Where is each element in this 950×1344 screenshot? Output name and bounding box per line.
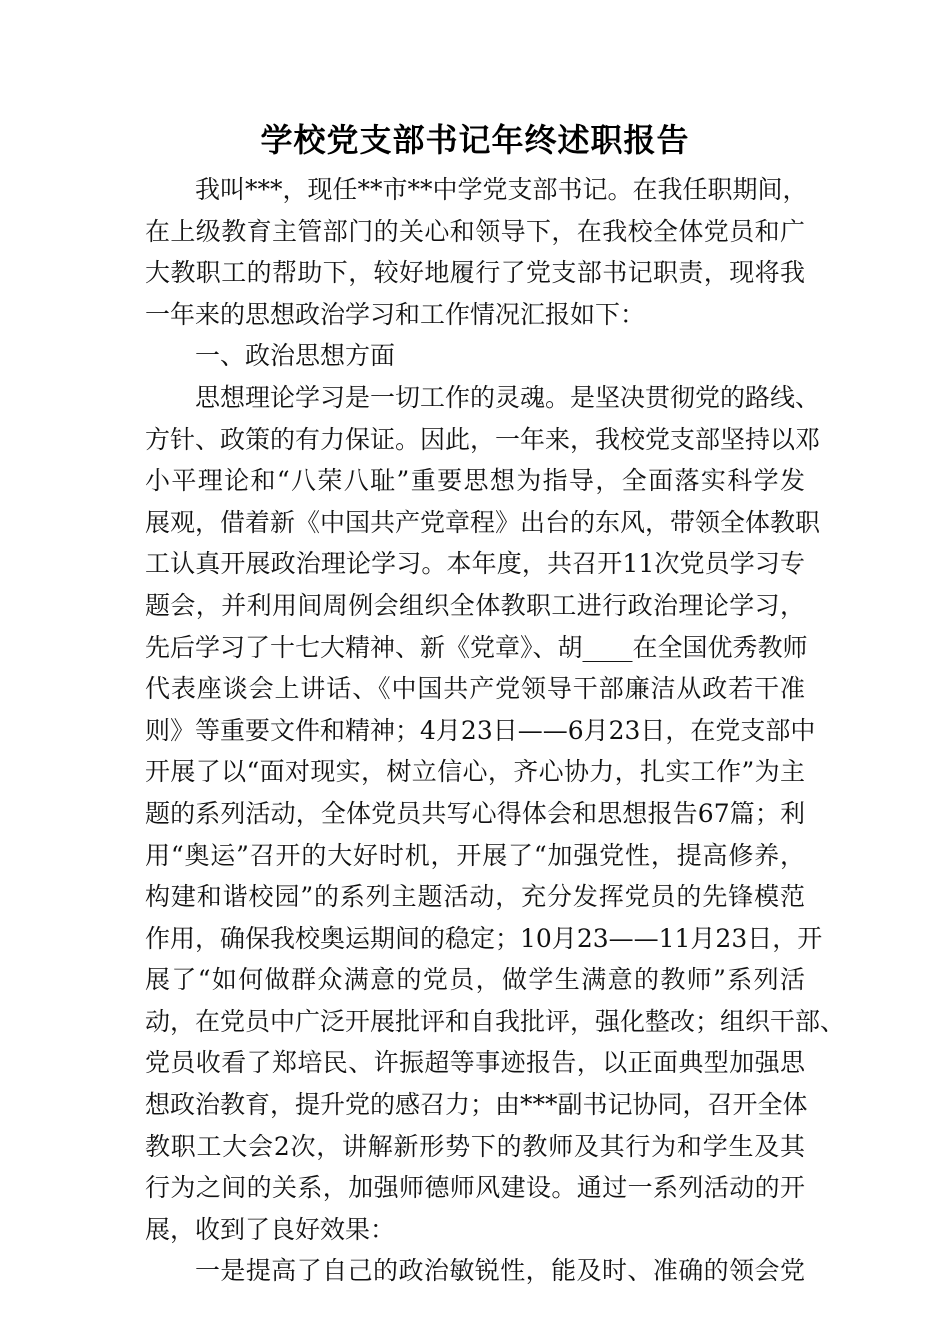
paragraph-line: 先后学习了十七大精神、新《党章》、胡____在全国优秀教师 (145, 632, 808, 662)
paragraph-line: 工认真开展政治理论学习。本年度，共召开11次党员学习专 (145, 549, 805, 579)
paragraph-line: 题会，并利用间周例会组织全体教职工进行政治理论学习， (145, 590, 805, 620)
paragraph-line: 党员收看了郑培民、许振超等事迹报告，以正面典型加强思 (145, 1048, 805, 1078)
paragraph-line: 展观，借着新《中国共产党章程》出台的东风，带领全体教职 (145, 507, 821, 537)
section-heading: 一、政治思想方面 (195, 341, 396, 371)
paragraph-line: 代表座谈会上讲话、《中国共产党领导干部廉洁从政若干准 (145, 674, 805, 704)
paragraph-line: 大教职工的帮助下，较好地履行了党支部书记职责，现将我 (145, 258, 805, 288)
paragraph-line: 我叫***，现任**市**中学党支部书记。在我任职期间， (195, 175, 808, 204)
paragraph-line: 开展了以“面对现实，树立信心，齐心协力，扎实工作”为主 (145, 757, 805, 787)
paragraph-line: 展，收到了良好效果： (145, 1214, 396, 1244)
paragraph-line: 思想理论学习是一切工作的灵魂。是坚决贯彻党的路线、 (195, 382, 821, 412)
paragraph-line: 行为之间的关系，加强师德师风建设。通过一系列活动的开 (145, 1173, 805, 1203)
paragraph-line: 展了“如何做群众满意的党员，做学生满意的教师”系列活 (145, 965, 805, 995)
paragraph-line: 用“奥运”召开的大好时机，开展了“加强党性，提高修养， (145, 840, 805, 870)
document-title: 学校党支部书记年终述职报告 (260, 121, 690, 159)
paragraph-line: 一是提高了自己的政治敏锐性，能及时、准确的领会党 (195, 1256, 805, 1286)
paragraph-line: 教职工大会2次，讲解新形势下的教师及其行为和学生及其 (145, 1131, 805, 1161)
document-body (145, 169, 846, 1292)
paragraph-line: 构建和谐校园”的系列主题活动，充分发挥党员的先锋模范 (145, 882, 805, 912)
paragraph-line: 在上级教育主管部门的关心和领导下，在我校全体党员和广 (145, 216, 805, 246)
paragraph-line: 方针、政策的有力保证。因此，一年来，我校党支部坚持以邓 (145, 424, 821, 454)
paragraph-line: 动，在党员中广泛开展批评和自我批评，强化整改；组织干部、 (145, 1006, 846, 1036)
paragraph-line: 一年来的思想政治学习和工作情况汇报如下： (145, 299, 646, 329)
paragraph-line: 则》等重要文件和精神；4月23日——6月23日，在党支部中 (145, 715, 816, 745)
paragraph-line: 小平理论和“八荣八耻”重要思想为指导，全面落实科学发 (145, 466, 805, 496)
paragraph-line: 想政治教育，提升党的感召力；由***副书记协同，召开全体 (145, 1090, 808, 1120)
paragraph-line: 作用，确保我校奥运期间的稳定；10月23——11月23日，开 (145, 923, 823, 953)
paragraph-line: 题的系列活动，全体党员共写心得体会和思想报告67篇；利 (145, 798, 805, 828)
